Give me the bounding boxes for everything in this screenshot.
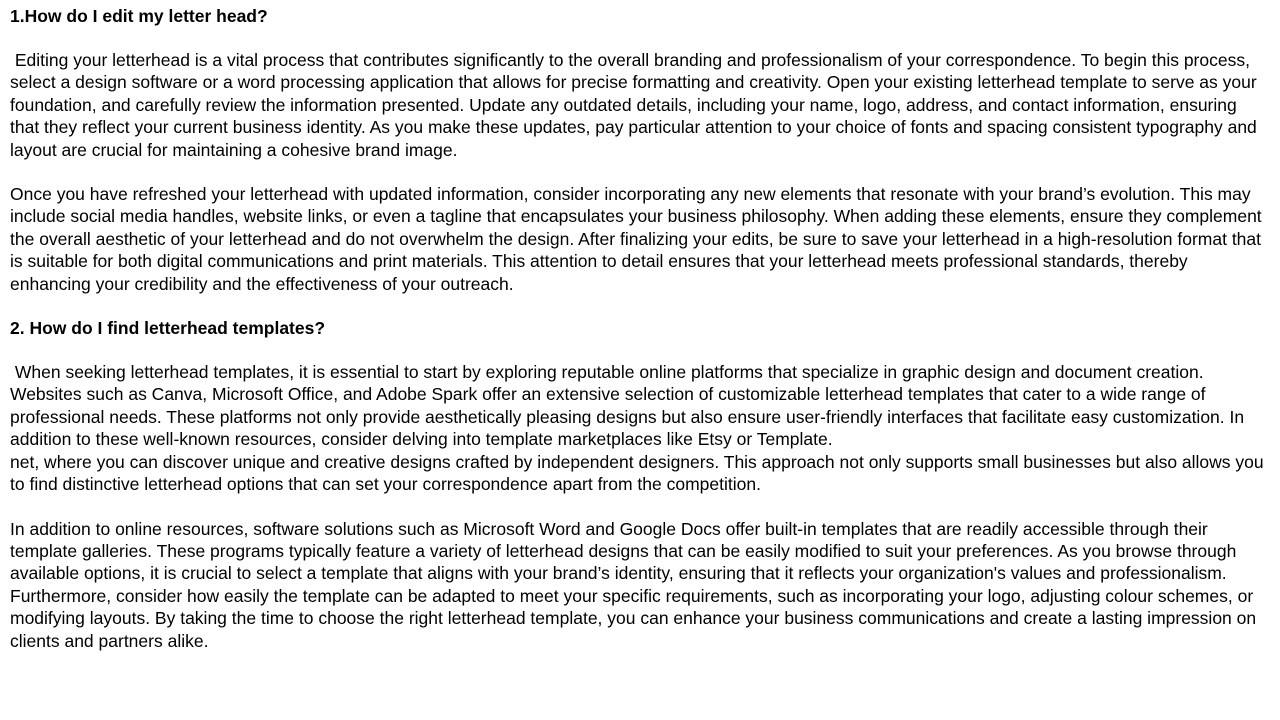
section-1-heading: 1.How do I edit my letter head? [10,6,268,26]
section-1-paragraph-1: Editing your letterhead is a vital process that contributes significantly to the overall branding and professionalism of your correspondence. To begin this process, select a design software or a word processing application that allows for precise formatting and creativity. Open your existing letterhead template to serve as your foundation, and carefully review the information presented. Update any outdated details, including your name, logo, address, and contact information, ensuring that they reflect your current business identity. As you make these updates, pay particular attention to your choice of fonts and spacing consistent typography and layout are crucial for maintaining a cohesive brand image. [10,50,1262,160]
section-2-paragraph-2: In addition to online resources, software solutions such as Microsoft Word and Google Docs offer built-in templates that are readily accessible through their template galleries. These programs typically feature a variety of letterhead designs that can be easily modified to suit your preferences. As you browse through available options, it is crucial to select a template that aligns with your brand’s identity, ensuring that it reflects your organization's values and professionalism. Furthermore, consider how easily the template can be adapted to meet your specific requirements, such as incorporating your logo, adjusting colour schemes, or modifying layouts. By taking the time to choose the right letterhead template, you can enhance your business communications and create a lasting impression on clients and partners alike. [10,518,1261,651]
section-1-paragraph-2: Once you have refreshed your letterhead with updated information, consider incorporating any new elements that resonate with your brand’s evolution. This may include social media handles, website links, or even a tagline that encapsulates your business philosophy. When adding these elements, ensure they complement the overall aesthetic of your letterhead and do not overwhelm the design. After finalizing your edits, be sure to save your letterhead in a high-resolution format that is suitable for both digital communications and print materials. This attention to detail ensures that your letterhead meets professional standards, thereby enhancing your credibility and the effectiveness of your outreach. [10,184,1267,294]
section-2-heading: 2. How do I find letterhead templates? [10,318,326,339]
section-2-paragraph-1: When seeking letterhead templates, it is essential to start by exploring reputable online platforms that specialize in graphic design and document creation. Websites such as Canva, Microsoft Office, and Adobe Spark offer an extensive selection of customizable letterhead templates that cater to a wide range of professional needs. These platforms not only provide aesthetically pleasing designs but also ensure user-friendly interfaces that facilitate easy customization. In addition to these well-known resources, consider delving into template marketplaces like Etsy or Template. net, where you can discover unique and creative designs crafted by independent designers. This approach not only supports small businesses but also allows you to find distinctive letterhead options that can set your correspondence apart from the competition. [10,362,1264,495]
